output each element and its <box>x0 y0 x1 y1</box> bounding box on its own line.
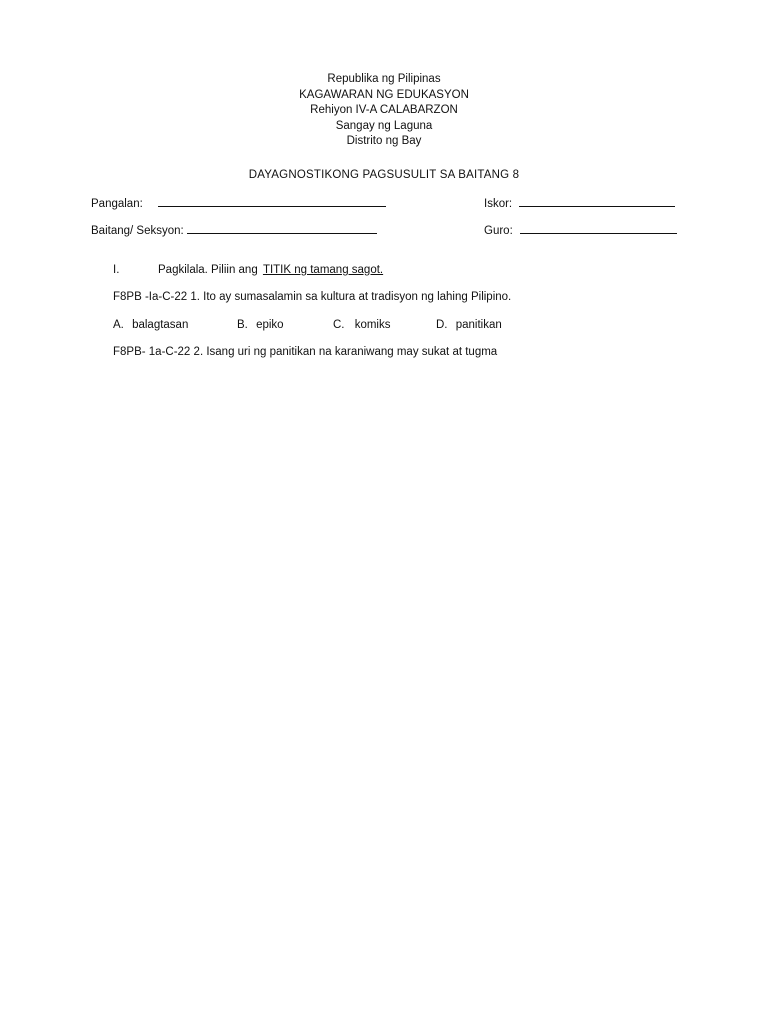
section-field[interactable] <box>91 222 377 237</box>
choice-letter: D. <box>436 319 448 331</box>
teacher-blank[interactable] <box>520 222 677 234</box>
section-blank[interactable] <box>187 222 377 234</box>
choice-b[interactable] <box>237 319 284 331</box>
teacher-label: Guro: <box>484 225 513 237</box>
question-text: 2. Isang uri ng panitikan na karaniwang may sukat at tugma <box>193 346 498 358</box>
header-region: Rehiyon IV-A CALABARZON <box>310 104 458 116</box>
choice-letter: C. <box>333 319 345 331</box>
question-2 <box>113 346 497 358</box>
question-text: 1. Ito ay sumasalamin sa kultura at tradisyon ng lahing Pilipino. <box>190 291 512 303</box>
choice-a[interactable] <box>113 319 188 331</box>
name-field[interactable] <box>91 195 386 210</box>
header-division: Sangay ng Laguna <box>335 119 433 132</box>
question-code: F8PB -Ia-C-22 <box>113 291 188 303</box>
choice-c[interactable] <box>333 319 390 331</box>
letterhead <box>0 72 768 150</box>
score-blank[interactable] <box>519 195 675 207</box>
choice-text: komiks <box>354 319 391 331</box>
instruction-text: Pagkilala. Piliin ang <box>158 264 258 276</box>
choice-letter: B. <box>237 319 248 331</box>
header-republic: Republika ng Pilipinas <box>327 73 441 85</box>
score-field[interactable] <box>484 195 675 210</box>
choice-letter: A. <box>113 319 124 331</box>
instruction-emphasis: TITIK ng tamang sagot. <box>262 264 384 276</box>
part-numeral: I. <box>113 264 120 276</box>
question-1 <box>113 291 511 303</box>
choice-text: balagtasan <box>132 319 189 331</box>
header-district: Distrito ng Bay <box>346 135 422 147</box>
question-code: F8PB- 1a-C-22 <box>113 346 191 358</box>
choice-text: panitikan <box>455 319 502 331</box>
name-blank[interactable] <box>158 195 386 207</box>
section-label: Baitang/ Seksyon: <box>91 225 184 237</box>
choice-text: epiko <box>256 319 284 331</box>
name-label: Pangalan: <box>91 198 143 210</box>
score-label: Iskor: <box>484 198 513 210</box>
exam-title: DAYAGNOSTIKONG PAGSUSULIT SA BAITANG 8 <box>248 169 520 181</box>
header-department: KAGAWARAN NG EDUKASYON <box>299 88 469 101</box>
part-instruction <box>158 264 383 276</box>
choice-d[interactable] <box>436 319 502 331</box>
teacher-field[interactable] <box>484 222 677 237</box>
